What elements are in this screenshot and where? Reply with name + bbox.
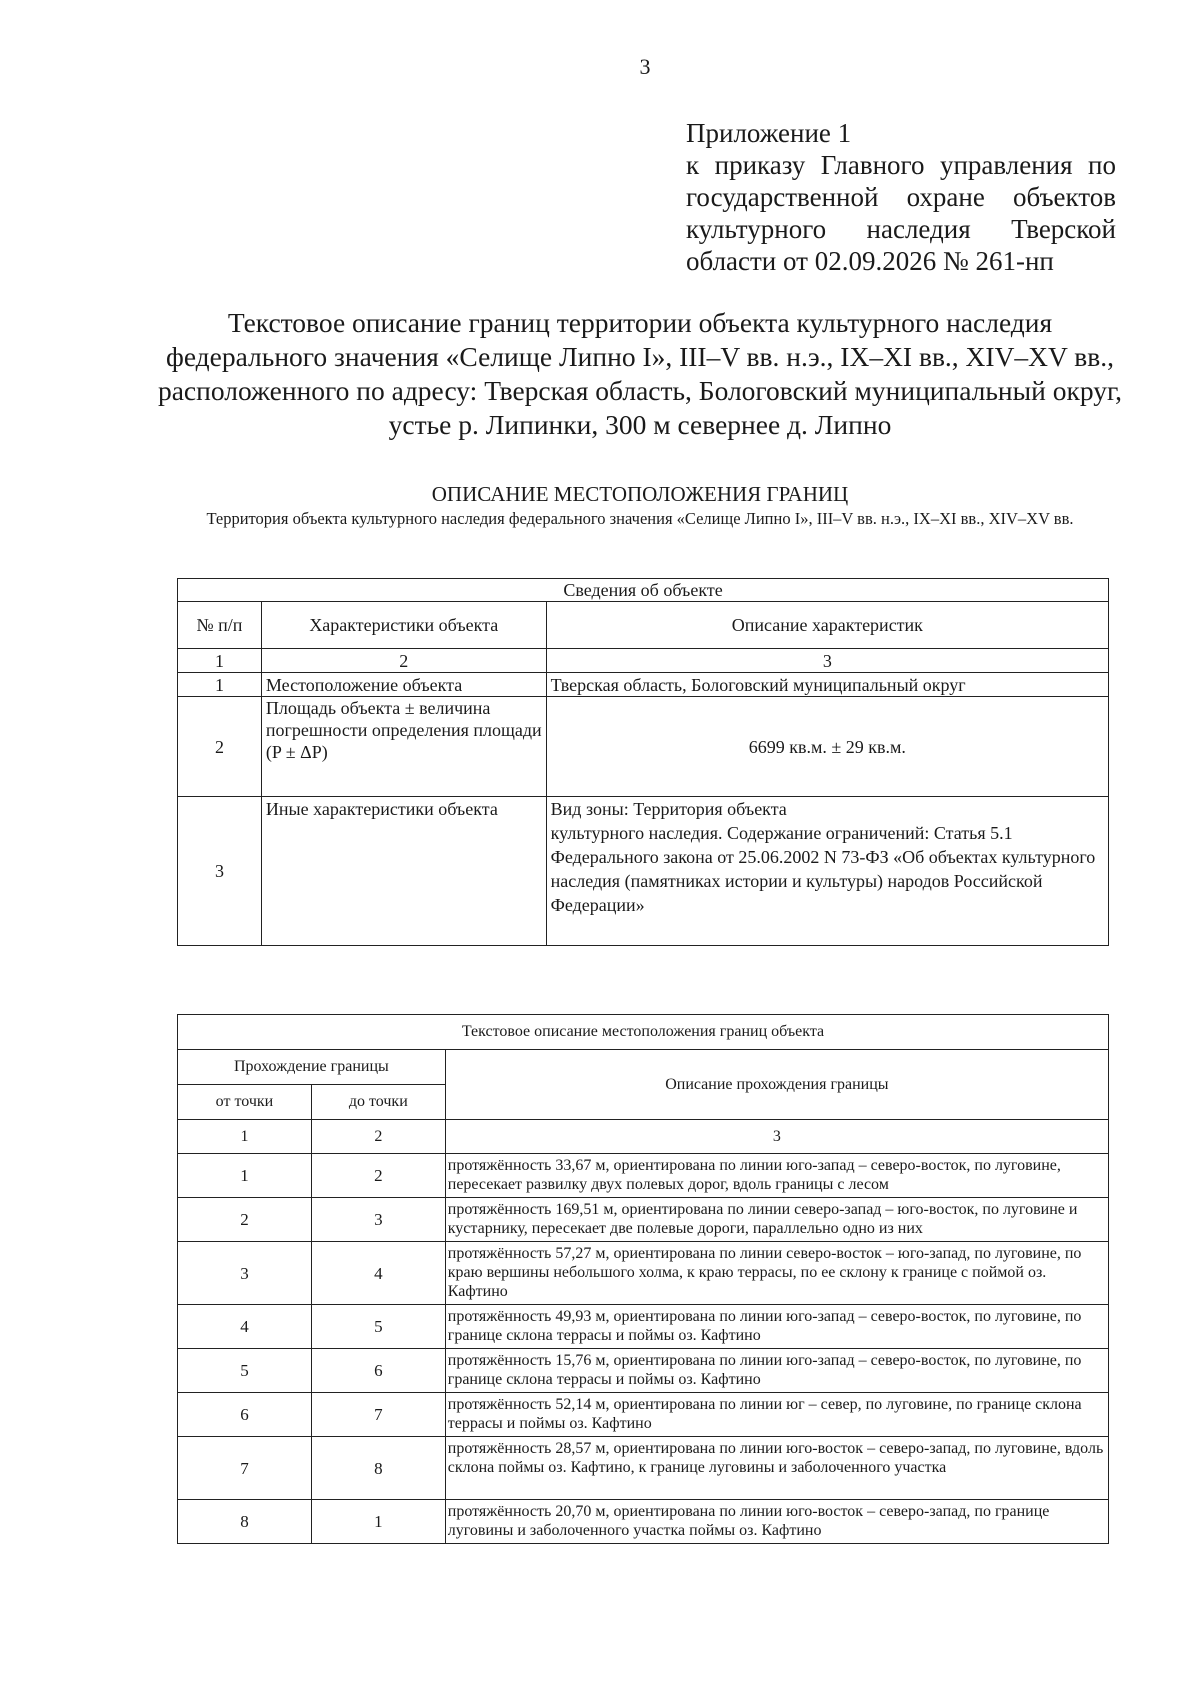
column-header-characteristic: Характеристики объекта — [261, 602, 546, 649]
table-row — [178, 1198, 1109, 1242]
to-point: 7 — [311, 1393, 445, 1437]
column-number: 1 — [178, 649, 262, 673]
boundary-segment-description: протяжённость 33,67 м, ориентирована по линии юго-запад – северо-восток, по луговине, пересекает развилку двух полевых дорог, вдоль границы с лесом — [445, 1154, 1108, 1198]
to-point: 4 — [311, 1242, 445, 1305]
from-point: 1 — [178, 1154, 312, 1198]
table-row — [178, 1305, 1109, 1349]
table-row — [178, 697, 1109, 797]
boundary-segment-description: протяжённость 28,57 м, ориентирована по линии юго-восток – северо-запад, по луговине, вдоль склона поймы оз. Кафтино, к границе луговины и заболоченного участка — [445, 1437, 1108, 1500]
from-point: 5 — [178, 1349, 312, 1393]
table-row — [178, 1154, 1109, 1198]
to-point: 8 — [311, 1437, 445, 1500]
document-title: Текстовое описание границ территории объекта культурного наследия федерального значения «Селище Липно I», III–V вв. н.э., IX–XI вв., XIV–XV вв., расположенного по адресу: Тверская область, Бологовский муниципальный округ, устье р. Липинки, 300 м севернее д. Липно — [157, 307, 1123, 440]
boundary-segment-description: протяжённость 49,93 м, ориентирована по линии юго-запад – северо-восток, по луговине, по границе склона террасы и поймы оз. Кафтино — [445, 1305, 1108, 1349]
boundary-segment-description: протяжённость 52,14 м, ориентирована по линии юг – север, по луговине, по границе склона террасы и поймы оз. Кафтино — [445, 1393, 1108, 1437]
section-subheading: Территория объекта культурного наследия федерального значения «Селище Липно I», III–V вв. н.э., IX–XI вв., XIV–XV вв. — [206, 509, 1074, 528]
column-number: 3 — [546, 649, 1108, 673]
row-description: Тверская область, Бологовский муниципальный округ — [546, 673, 1108, 697]
boundary-description-table — [177, 1014, 1109, 1544]
page-number: 3 — [639, 54, 651, 79]
from-point: 7 — [178, 1437, 312, 1500]
to-point: 2 — [311, 1154, 445, 1198]
boundary-segment-description: протяжённость 57,27 м, ориентирована по линии северо-восток – юго-запад, по луговине, по краю вершины небольшого холма, к краю террасы, по ее склону к границе с поймой оз. Кафтино — [445, 1242, 1108, 1305]
table-row — [178, 1393, 1109, 1437]
row-characteristic: Иные характеристики объекта — [261, 797, 546, 946]
table-row — [178, 1349, 1109, 1393]
column-header-passage: Прохождение границы — [178, 1050, 446, 1085]
column-header-description: Описание прохождения границы — [445, 1050, 1108, 1120]
column-number: 1 — [178, 1120, 312, 1154]
table-caption: Текстовое описание местоположения границ объекта — [178, 1015, 1109, 1050]
boundary-segment-description: протяжённость 15,76 м, ориентирована по линии юго-запад – северо-восток, по луговине, по границе склона террасы и поймы оз. Кафтино — [445, 1349, 1108, 1393]
to-point: 5 — [311, 1305, 445, 1349]
appendix-text: к приказу Главного управления по государственной охране объектов культурного наследия Тверской области от 02.09.2026 № 261-нп — [686, 150, 1116, 276]
table-row — [178, 1242, 1109, 1305]
from-point: 6 — [178, 1393, 312, 1437]
column-number: 2 — [261, 649, 546, 673]
row-characteristic: Площадь объекта ± величина погрешности определения площади (P ± ΔP) — [261, 697, 546, 797]
row-description-line: культурного наследия. Содержание ограничений: Статья 5.1 Федерального закона от 25.06.2002 N 73-ФЗ «Об объектах культурного наследия (памятниках истории и культуры) народов Российской Федерации» — [550, 823, 1096, 915]
to-point: 3 — [311, 1198, 445, 1242]
table-row — [178, 1500, 1109, 1544]
row-characteristic: Местоположение объекта — [261, 673, 546, 697]
from-point: 2 — [178, 1198, 312, 1242]
from-point: 3 — [178, 1242, 312, 1305]
section-heading: ОПИСАНИЕ МЕСТОПОЛОЖЕНИЯ ГРАНИЦ — [431, 482, 849, 506]
object-info-table — [177, 578, 1109, 946]
column-header-description: Описание характеристик — [546, 602, 1108, 649]
column-number: 2 — [311, 1120, 445, 1154]
row-description — [546, 797, 1108, 946]
row-number: 2 — [178, 697, 262, 797]
row-number: 1 — [178, 673, 262, 697]
boundary-segment-description: протяжённость 20,70 м, ориентирована по линии юго-восток – северо-запад, по границе луговины и заболоченного участка поймы оз. Кафтино — [445, 1500, 1108, 1544]
column-number: 3 — [445, 1120, 1108, 1154]
table-row — [178, 1437, 1109, 1500]
boundary-segment-description: протяжённость 169,51 м, ориентирована по линии северо-запад – юго-восток, по луговине и кустарнику, пересекает две полевые дороги, параллельно одно из них — [445, 1198, 1108, 1242]
row-description-line: Вид зоны: Территория объекта — [550, 799, 787, 819]
to-point: 1 — [311, 1500, 445, 1544]
table-caption: Сведения об объекте — [178, 579, 1109, 602]
column-header-num: № п/п — [178, 602, 262, 649]
table-row — [178, 797, 1109, 946]
from-point: 8 — [178, 1500, 312, 1544]
row-description: 6699 кв.м. ± 29 кв.м. — [546, 697, 1108, 797]
row-number: 3 — [178, 797, 262, 946]
table-row — [178, 673, 1109, 697]
appendix-block — [686, 117, 1116, 277]
column-header-from: от точки — [178, 1085, 312, 1120]
column-header-to: до точки — [311, 1085, 445, 1120]
appendix-title: Приложение 1 — [686, 118, 852, 148]
from-point: 4 — [178, 1305, 312, 1349]
to-point: 6 — [311, 1349, 445, 1393]
